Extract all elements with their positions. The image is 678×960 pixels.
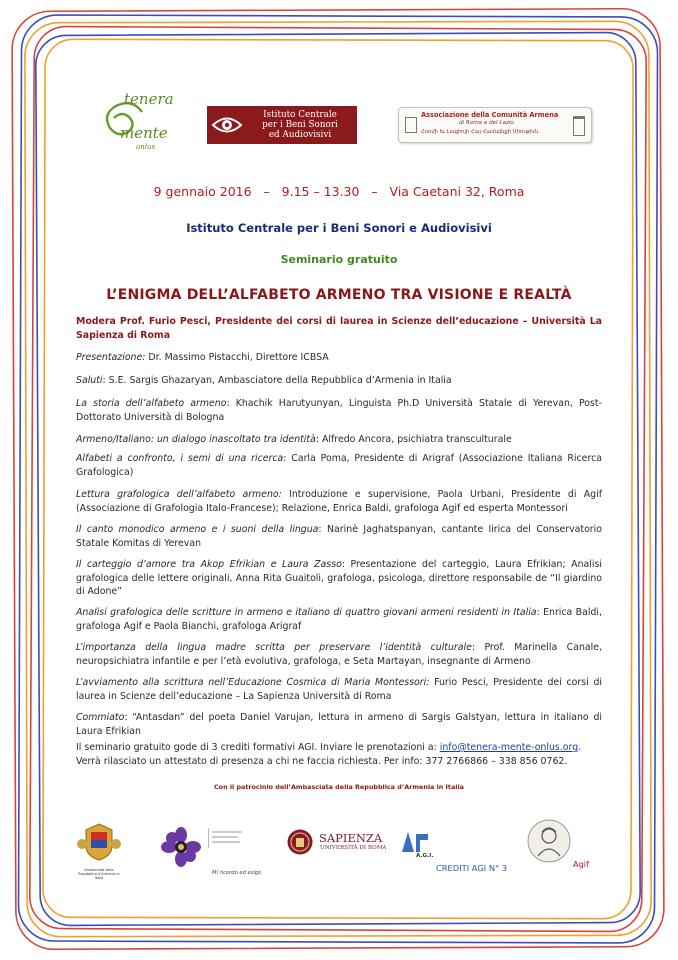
coat-of-arms-icon — [76, 820, 122, 864]
registration-info — [76, 741, 602, 768]
event-dateline: 9 gennaio 2016 – 9.15 – 13.30 – Via Caetani 32, Roma — [153, 184, 525, 199]
armena-line1: Associazione della Comunità Armena — [421, 111, 559, 119]
program-topic: Alfabeti a confronto, i semi di una ricerca — [76, 453, 284, 464]
program-topic: Il canto monodico armeno e i suoni della lingua — [76, 524, 319, 535]
sapienza-sub: UNIVERSITÀ DI ROMA — [320, 845, 387, 851]
seminar-label: Seminario gratuito — [280, 253, 398, 266]
mente-word: mente — [120, 124, 168, 142]
sapienza-seal-icon — [286, 828, 314, 856]
venue-name: Istituto Centrale per i Beni Sonori e Audiovisivi — [186, 221, 492, 235]
program-item — [76, 676, 602, 703]
tenera-word: tenera — [124, 90, 174, 108]
certificate-text: Verrà rilasciato un attestato di presenza a chi ne faccia richiesta. Per info: 377 2766866 – 338 856 0762. — [76, 755, 568, 767]
sapienza-name: SAPIENZA — [319, 831, 383, 845]
program-speaker: Introduzione e supervisione, Paola Urbani, Presidente di Agif (Associazione di Grafologia Italo-Francese); Relazione, Enrica Baldi, grafologa Agif ed esperta Montessori — [76, 489, 602, 514]
armena-line2: di Roma e del Lazio — [459, 120, 514, 126]
header-logos — [76, 88, 602, 158]
registration-text: Il seminario gratuito gode di 3 crediti formativi AGI. Inviare le prenotazioni a: — [76, 742, 440, 753]
program-item — [76, 523, 602, 550]
program-item — [76, 606, 602, 633]
program-topic: Armeno/Italiano: un dialogo inascoltato tra identità — [76, 434, 316, 445]
program-topic: Commiato — [76, 712, 125, 723]
seal-icon — [405, 117, 417, 133]
program-topic: Saluti — [76, 375, 103, 386]
agif-logo — [526, 818, 588, 880]
program-topic: Il carteggio d’amore tra Akop Efrikian e Laura Zasso — [76, 559, 342, 570]
forget-me-not-icon — [160, 826, 202, 868]
program-topic: La storia dell’alfabeto armeno — [76, 398, 227, 409]
program-speaker: : “Antasdan” del poeta Daniel Varujan, lettura in armeno di Sargis Galstyan, lettura in italiano di Laura Efrikian — [76, 712, 602, 737]
portrait-medallion-icon — [526, 818, 572, 868]
crediti-label: CREDITI AGI N° 3 — [436, 863, 508, 873]
agi-icon — [400, 828, 430, 854]
icbsa-line1: Istituto Centrale — [263, 110, 337, 120]
program-topic: L’importanza della lingua madre scritta per preservare l’identità culturale — [76, 642, 472, 653]
event-title: L’ENIGMA DELL’ALFABETO ARMENO TRA VISIONE E REALTÀ — [106, 287, 572, 303]
program-item — [76, 711, 602, 738]
flyer-content — [76, 0, 602, 960]
program-item — [76, 558, 602, 599]
program-topic: Lettura grafologica dell’alfabeto armeno: — [76, 489, 282, 500]
program-topic: Presentazione: — [76, 352, 146, 363]
program-speaker: : Narinè Jaghatspanyan, cantante lirica del Conservatorio Statale Komitas di Yerevan — [76, 524, 602, 549]
registration-period: . — [578, 742, 582, 753]
eye-icon — [207, 106, 247, 144]
program-topic: Analisi grafologica delle scritture in armeno e italiano di quattro giovani armeni residenti in Italia — [76, 607, 537, 618]
tenera-mente-logo — [94, 88, 174, 156]
program-topic: L’avviamento alla scrittura nell’Educazione Cosmica di Maria Montessori: — [76, 677, 430, 688]
crediti-agi — [436, 863, 507, 873]
sapienza-logo — [286, 828, 390, 868]
program-speaker: : Prof. Marinella Canale, neuropsichiatra infantile e per l’età evolutiva, grafologa, e Seta Martayan, insegnante di Armeno — [76, 642, 602, 667]
program-item — [76, 374, 602, 388]
agi-label: A.G.I. — [416, 853, 434, 859]
comunita-armena-logo — [398, 107, 592, 143]
icbsa-line2: per i Beni Sonori — [262, 120, 338, 130]
program-item — [76, 351, 602, 365]
sponsor-logos — [76, 818, 602, 888]
icbsa-logo — [207, 106, 357, 144]
genocide-centenary-logo — [160, 826, 280, 882]
program-speaker: Furio Pesci, Presidente dei corsi di laurea in Scienze dell’educazione – La Sapienza Università di Roma — [76, 677, 602, 702]
email-link[interactable]: info@tenera-mente-onlus.org — [439, 742, 579, 753]
armena-line3: Հռոմի եւ Լացիոյի Հայ Համայնքի Միութիւն — [421, 129, 539, 135]
centenary-text-block — [208, 828, 249, 848]
moderator-line: Modera Prof. Furio Pesci, Presidente dei corsi di laurea in Scienze dell’educazione – Università La Sapienza di Roma — [76, 316, 602, 341]
program-speaker: : Carla Poma, Presidente di Arigraf (Associazione Italiana Ricerca Grafologica) — [76, 453, 602, 478]
program-item — [76, 452, 602, 479]
church-icon — [573, 116, 585, 136]
agif-label: Agif — [573, 859, 589, 869]
program-speaker: : Alfredo Ancora, psichiatra transculturale — [315, 434, 512, 445]
program-item — [76, 641, 602, 668]
program-speaker: : Enrica Baldi, grafologa Agif e Paola Bianchi, grafologa Arigraf — [76, 607, 602, 632]
program-speaker: Dr. Massimo Pistacchi, Direttore ICBSA — [145, 352, 329, 363]
program-item — [76, 397, 602, 424]
onlus-word: onlus — [136, 143, 156, 151]
armenian-coat-of-arms — [76, 820, 122, 880]
forget-me-not-caption: Mi ricordo ed esigo — [212, 870, 262, 876]
patronage-line: Con il patrocinio dell’Ambasciata della Repubblica d’Armenia in Italia — [213, 783, 464, 791]
agi-logo — [400, 828, 436, 868]
program-speaker: : Khachik Harutyunyan, Linguista Ph.D Università Statale di Yerevan, Post-Dottorato Università di Bologna — [76, 398, 602, 423]
program-speaker: : S.E. Sargis Ghazaryan, Ambasciatore della Repubblica d’Armenia in Italia — [102, 375, 452, 386]
embassy-caption: Ambasciata della Repubblica d’Armenia in Italia — [78, 868, 120, 881]
icbsa-line3: ed Audiovisivi — [268, 130, 332, 140]
program-item — [76, 433, 602, 447]
program-item — [76, 488, 602, 515]
program-speaker: : Presentazione del carteggio, Laura Efrikian; Analisi grafologica delle lettere originali, Anna Rita Guaitoli, grafologa, psicologa, direttore responsabile de “Il giardino di Adone” — [76, 559, 602, 597]
